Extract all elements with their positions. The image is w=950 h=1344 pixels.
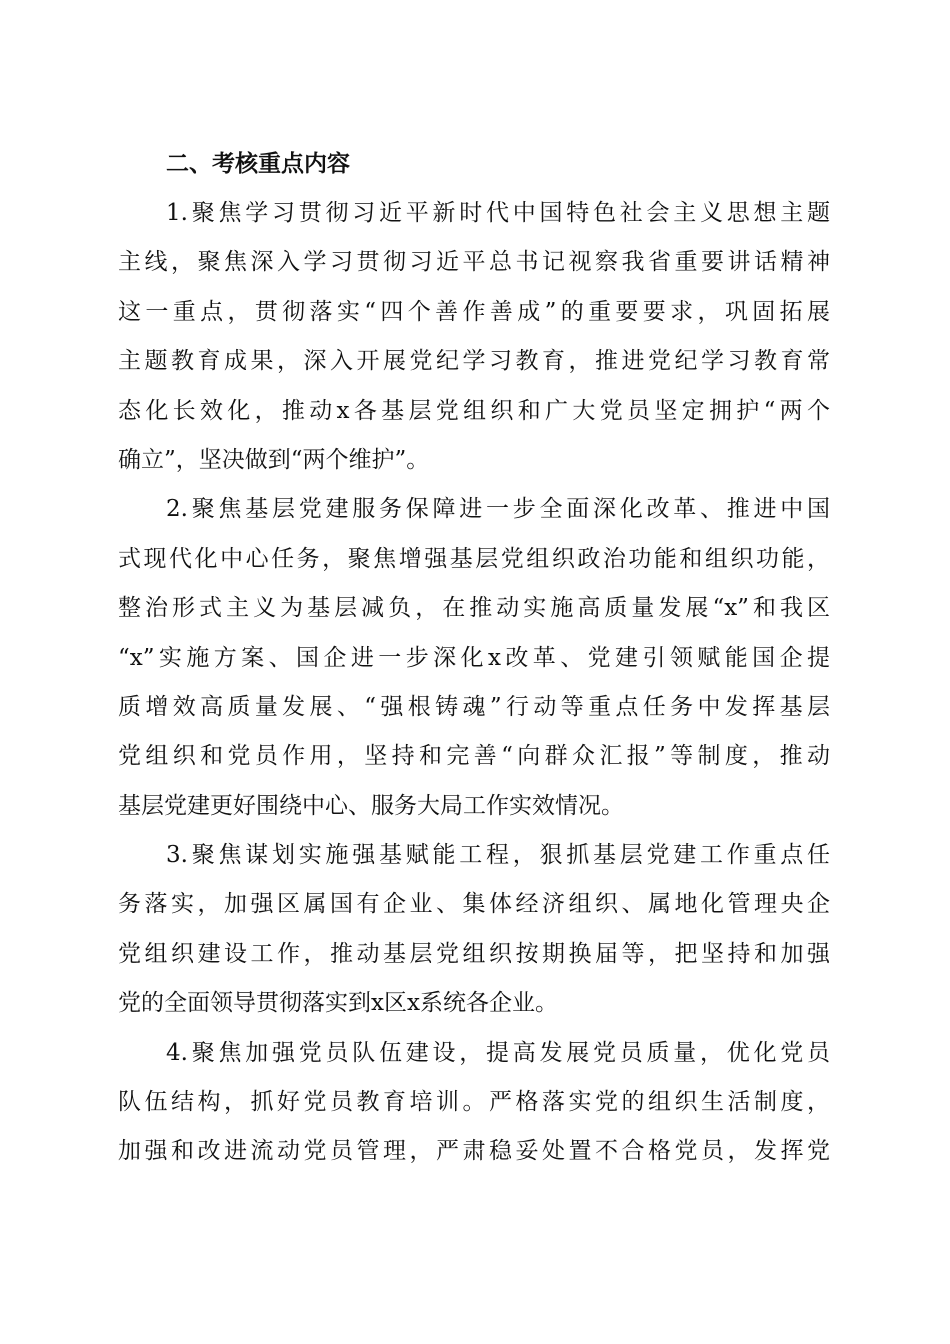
- paragraph-line: 主题教育成果，深入开展党纪学习教育，推进党纪学习教育常: [118, 348, 830, 375]
- paragraph-line: 这一重点，贯彻落实“四个善作善成”的重要要求，巩固拓展: [118, 298, 830, 325]
- paragraph-line: 4.聚焦加强党员队伍建设，提高发展党员质量，优化党员: [166, 1039, 830, 1066]
- paragraph-line: 整治形式主义为基层减负，在推动实施高质量发展“x”和我区: [118, 595, 830, 622]
- paragraph-line: 态化长效化，推动x各基层党组织和广大党员坚定拥护“两个: [118, 397, 830, 424]
- paragraph-line: 队伍结构，抓好党员教育培训。严格落实党的组织生活制度，: [118, 1089, 830, 1116]
- section-heading: 二、考核重点内容: [166, 151, 350, 177]
- paragraph-line: 式现代化中心任务，聚焦增强基层党组织政治功能和组织功能，: [118, 545, 830, 572]
- paragraph-line: 务落实，加强区属国有企业、集体经济组织、属地化管理央企: [118, 891, 830, 918]
- paragraph-line: 2.聚焦基层党建服务保障进一步全面深化改革、推进中国: [166, 496, 830, 523]
- paragraph-4: [118, 1029, 830, 1177]
- paragraph-line: 党组织和党员作用，坚持和完善“向群众汇报”等制度，推动: [118, 743, 830, 770]
- paragraph-2: [118, 485, 830, 831]
- paragraph-1: [118, 189, 830, 485]
- paragraph-line: 党的全面领导贯彻落实到x区x系统各企业。: [118, 990, 558, 1017]
- paragraph-line: 基层党建更好围绕中心、服务大局工作实效情况。: [118, 792, 624, 819]
- paragraph-line: 主线，聚焦深入学习贯彻习近平总书记视察我省重要讲话精神: [118, 249, 830, 276]
- paragraph-line: 1.聚焦学习贯彻习近平新时代中国特色社会主义思想主题: [166, 200, 830, 226]
- paragraph-line: 加强和改进流动党员管理，严肃稳妥处置不合格党员，发挥党: [118, 1138, 830, 1165]
- paragraph-line: “x”实施方案、国企进一步深化x改革、党建引领赋能国企提: [118, 644, 830, 671]
- paragraph-line: 3.聚焦谋划实施强基赋能工程，狠抓基层党建工作重点任: [166, 842, 830, 869]
- paragraph-3: [118, 831, 830, 1029]
- paragraph-line: 党组织建设工作，推动基层党组织按期换届等，把坚持和加强: [118, 940, 830, 967]
- document-body: [118, 140, 830, 1177]
- paragraph-line: 质增效高质量发展、“强根铸魂”行动等重点任务中发挥基层: [118, 693, 830, 720]
- paragraph-line: 确立”，坚决做到“两个维护”。: [118, 446, 430, 473]
